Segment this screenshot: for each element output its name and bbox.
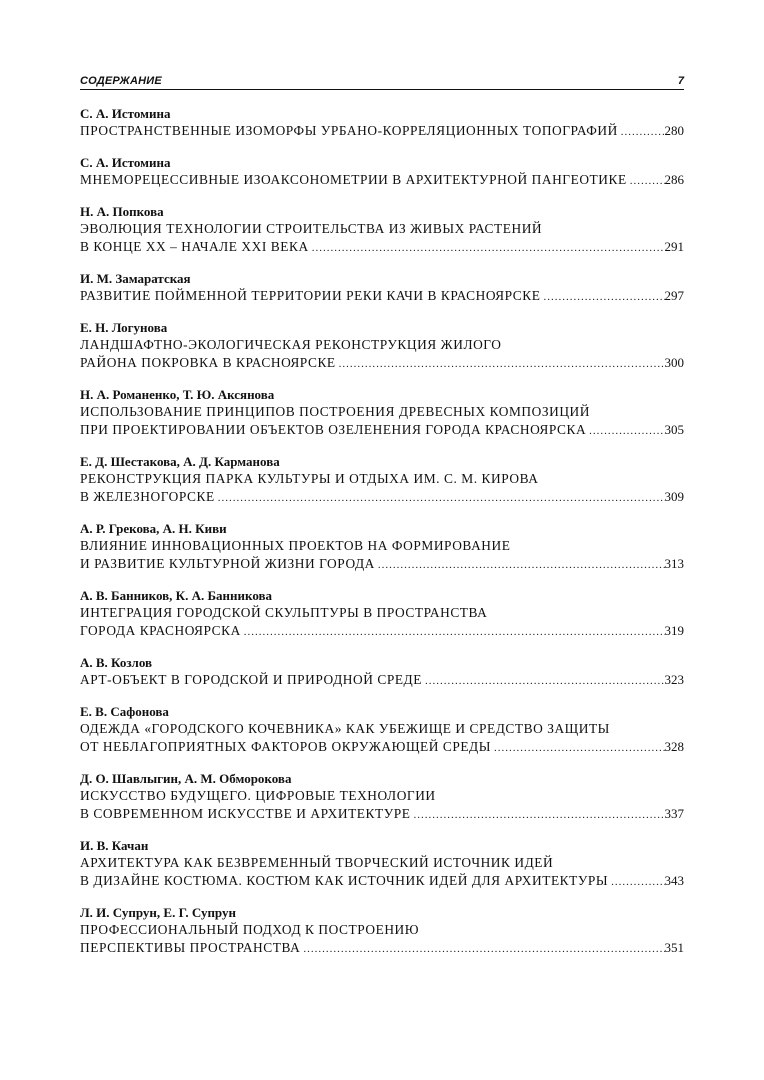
entry-page-number[interactable]: 323	[664, 672, 684, 687]
entry-title-last-line	[80, 354, 684, 372]
entry-title-line: И РАЗВИТИЕ КУЛЬТУРНОЙ ЖИЗНИ ГОРОДА	[80, 556, 375, 571]
entry-title-last-line	[80, 488, 684, 506]
dot-leader	[422, 672, 665, 689]
entry-authors: Н. А. Романенко, Т. Ю. Аксянова	[80, 387, 275, 402]
entry-authors: С. А. Истомина	[80, 155, 171, 170]
entry-page-number[interactable]: 291	[664, 239, 684, 254]
toc-entry[interactable]	[80, 387, 684, 439]
toc-entry[interactable]	[80, 655, 684, 689]
entry-page-number[interactable]: 286	[664, 172, 684, 187]
entry-title-line: ПРОСТРАНСТВЕННЫЕ ИЗОМОРФЫ УРБАНО-КОРРЕЛЯЦИОННЫХ ТОПОГРАФИЙ	[80, 123, 618, 138]
entry-title-last-line	[80, 122, 684, 140]
toc-entry[interactable]	[80, 704, 684, 756]
entry-page-number[interactable]: 313	[664, 556, 684, 571]
toc-entry[interactable]	[80, 204, 684, 256]
entry-title-line: АРХИТЕКТУРА КАК БЕЗВРЕМЕННЫЙ ТВОРЧЕСКИЙ ИСТОЧНИК ИДЕЙ	[80, 855, 554, 870]
entry-title-line: ВЛИЯНИЕ ИННОВАЦИОННЫХ ПРОЕКТОВ НА ФОРМИРОВАНИЕ	[80, 538, 511, 553]
running-header	[80, 74, 684, 90]
entry-title-line: ИСКУССТВО БУДУЩЕГО. ЦИФРОВЫЕ ТЕХНОЛОГИИ	[80, 788, 436, 803]
dot-leader	[375, 556, 665, 573]
entry-title-line: ГОРОДА КРАСНОЯРСКА	[80, 623, 241, 638]
entry-authors: Е. Д. Шестакова, А. Д. Карманова	[80, 454, 280, 469]
entry-page-number[interactable]: 319	[664, 623, 684, 638]
entry-title-last-line	[80, 622, 684, 640]
toc-entry[interactable]	[80, 271, 684, 305]
entry-title-line: РАЙОНА ПОКРОВКА В КРАСНОЯРСКЕ	[80, 355, 336, 370]
entry-title-line: В СОВРЕМЕННОМ ИСКУССТВЕ И АРХИТЕКТУРЕ	[80, 806, 411, 821]
toc-entry[interactable]	[80, 838, 684, 890]
entry-page-number[interactable]: 300	[664, 355, 684, 370]
entry-title-last-line	[80, 421, 684, 439]
entry-page-number[interactable]: 351	[664, 940, 684, 955]
entry-authors: И. М. Замаратская	[80, 271, 191, 286]
table-of-contents	[80, 106, 684, 972]
entry-title-last-line	[80, 939, 684, 957]
entry-title-line: РЕКОНСТРУКЦИЯ ПАРКА КУЛЬТУРЫ И ОТДЫХА ИМ. С. М. КИРОВА	[80, 471, 539, 486]
dot-leader	[300, 940, 664, 957]
dot-leader	[608, 873, 664, 890]
entry-title-line: ИСПОЛЬЗОВАНИЕ ПРИНЦИПОВ ПОСТРОЕНИЯ ДРЕВЕСНЫХ КОМПОЗИЦИЙ	[80, 404, 590, 419]
entry-title-line: ЛАНДШАФТНО-ЭКОЛОГИЧЕСКАЯ РЕКОНСТРУКЦИЯ ЖИЛОГО	[80, 337, 502, 352]
entry-authors: Л. И. Супрун, Е. Г. Супрун	[80, 905, 236, 920]
dot-leader	[309, 239, 665, 256]
dot-leader	[491, 739, 665, 756]
entry-authors: Е. В. Сафонова	[80, 704, 169, 719]
entry-page-number[interactable]: 280	[664, 123, 684, 138]
toc-entry[interactable]	[80, 588, 684, 640]
toc-entry[interactable]	[80, 521, 684, 573]
entry-authors: Н. А. Попкова	[80, 204, 164, 219]
entry-page-number[interactable]: 309	[664, 489, 684, 504]
entry-authors: Д. О. Шавлыгин, А. М. Обморокова	[80, 771, 292, 786]
entry-title-last-line	[80, 238, 684, 256]
entry-page-number[interactable]: 328	[664, 739, 684, 754]
entry-title-last-line	[80, 555, 684, 573]
entry-title-line: В ЖЕЛЕЗНОГОРСКЕ	[80, 489, 215, 504]
entry-title-last-line	[80, 738, 684, 756]
entry-title-line: ЭВОЛЮЦИЯ ТЕХНОЛОГИИ СТРОИТЕЛЬСТВА ИЗ ЖИВЫХ РАСТЕНИЙ	[80, 221, 543, 236]
entry-title-line: ПРИ ПРОЕКТИРОВАНИИ ОБЪЕКТОВ ОЗЕЛЕНЕНИЯ ГОРОДА КРАСНОЯРСКА	[80, 422, 587, 437]
toc-entry[interactable]	[80, 905, 684, 957]
entry-title-line: ПЕРСПЕКТИВЫ ПРОСТРАНСТВА	[80, 940, 301, 955]
entry-title-line: МНЕМОРЕЦЕССИВНЫЕ ИЗОАКСОНОМЕТРИИ В АРХИТЕКТУРНОЙ ПАНГЕОТИКЕ	[80, 172, 627, 187]
entry-authors: И. В. Качан	[80, 838, 149, 853]
entry-page-number[interactable]: 305	[664, 422, 684, 437]
entry-title-last-line	[80, 872, 684, 890]
entry-authors: С. А. Истомина	[80, 106, 171, 121]
toc-entry[interactable]	[80, 320, 684, 372]
toc-entry[interactable]	[80, 155, 684, 189]
entry-title-line: РАЗВИТИЕ ПОЙМЕННОЙ ТЕРРИТОРИИ РЕКИ КАЧИ В КРАСНОЯРСКЕ	[80, 288, 541, 303]
dot-leader	[336, 355, 665, 372]
entry-page-number[interactable]: 337	[664, 806, 684, 821]
toc-entry[interactable]	[80, 771, 684, 823]
entry-title-line: АРТ-ОБЪЕКТ В ГОРОДСКОЙ И ПРИРОДНОЙ СРЕДЕ	[80, 672, 422, 687]
entry-title-line: В ДИЗАЙНЕ КОСТЮМА. КОСТЮМ КАК ИСТОЧНИК ИДЕЙ ДЛЯ АРХИТЕКТУРЫ	[80, 873, 609, 888]
dot-leader	[627, 172, 665, 189]
entry-title-line: В КОНЦЕ XX – НАЧАЛЕ XXI ВЕКА	[80, 239, 309, 254]
entry-title-line: ИНТЕГРАЦИЯ ГОРОДСКОЙ СКУЛЬПТУРЫ В ПРОСТРАНСТВА	[80, 605, 488, 620]
entry-title-last-line	[80, 805, 684, 823]
entry-title-last-line	[80, 287, 684, 305]
entry-title-line: ОТ НЕБЛАГОПРИЯТНЫХ ФАКТОРОВ ОКРУЖАЮЩЕЙ СРЕДЫ	[80, 739, 491, 754]
dot-leader	[241, 623, 665, 640]
entry-authors: А. В. Козлов	[80, 655, 153, 670]
entry-page-number[interactable]: 343	[664, 873, 684, 888]
entry-authors: А. Р. Грекова, А. Н. Киви	[80, 521, 227, 536]
entry-authors: Е. Н. Логунова	[80, 320, 168, 335]
section-title: СОДЕРЖАНИЕ	[80, 75, 162, 87]
dot-leader	[411, 806, 665, 823]
page-number: 7	[677, 75, 684, 87]
entry-title-line: ОДЕЖДА «ГОРОДСКОГО КОЧЕВНИКА» КАК УБЕЖИЩЕ И СРЕДСТВО ЗАЩИТЫ	[80, 721, 610, 736]
dot-leader	[618, 123, 665, 140]
dot-leader	[215, 489, 665, 506]
entry-title-last-line	[80, 171, 684, 189]
entry-page-number[interactable]: 297	[664, 288, 684, 303]
toc-entry[interactable]	[80, 454, 684, 506]
entry-authors: А. В. Банников, К. А. Банникова	[80, 588, 273, 603]
toc-entry[interactable]	[80, 106, 684, 140]
entry-title-last-line	[80, 671, 684, 689]
entry-title-line: ПРОФЕССИОНАЛЬНЫЙ ПОДХОД К ПОСТРОЕНИЮ	[80, 922, 420, 937]
dot-leader	[540, 288, 664, 305]
dot-leader	[586, 422, 664, 439]
